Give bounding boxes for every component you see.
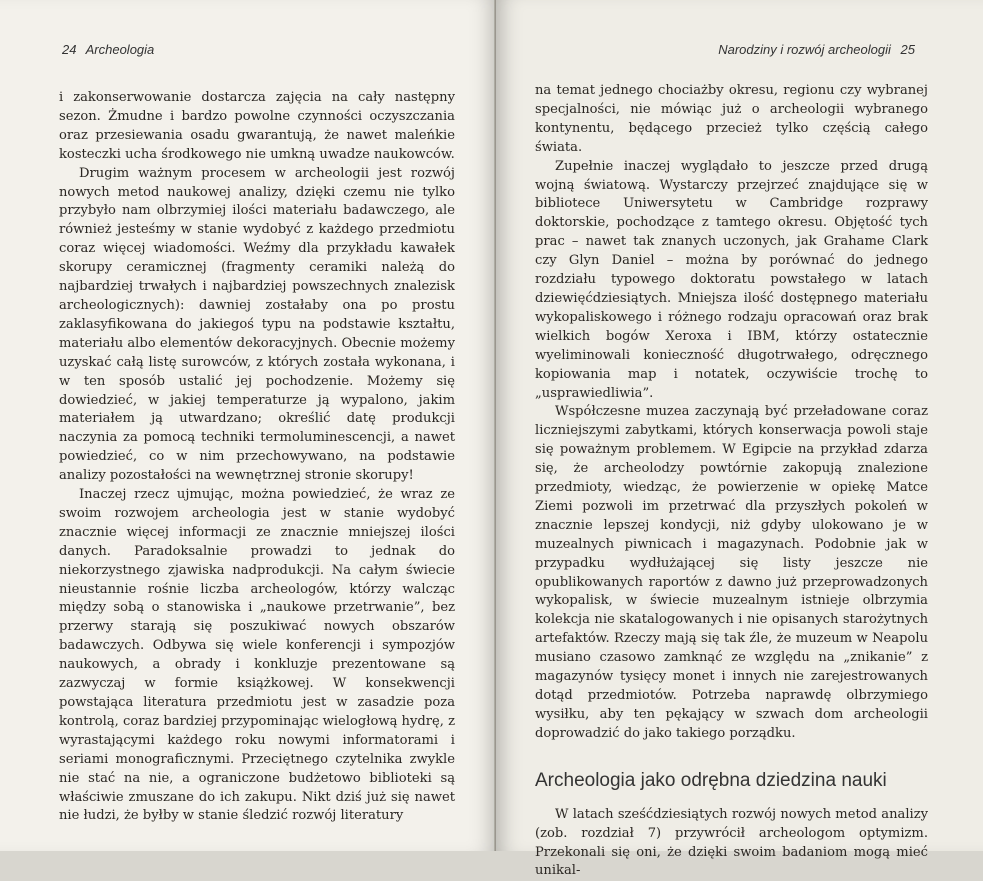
left-paragraph-2: Drugim ważnym procesem w archeologii jest rozwój nowych metod naukowej analizy, dzięki czemu nie tylko przybyło nam olbrzymiej ilości materiału badawczego, ale również jesteśmy w stanie wydobyć z każdego przedmiotu coraz więcej wiadomości. Weźmy dla przykładu kawałek skorupy ceramicznej (fragmenty ceramiki należą do najbardziej trwałych i najbardziej powszechnych znalezisk archeologicznych): dawniej zostałaby ona po prostu zaklasyfikowana do jakiegoś typu na podstawie kształtu, materiału albo elementów dekoracyjnych. Obecnie możemy uzyskać całą listę surowców, z których została wykonana, i w ten sposób ustalić jej pochodzenie. Możemy się dowiedzieć, w jakiej temperaturze ją wypalono, jakim materiałem ją utwardzano; określić datę produkcji naczynia za pomocą techniki termoluminescencji, a nawet powiedzieć, co w nim przechowywano, na podstawie analizy pozostałości na wewnętrznej stronie skorupy! — [59, 165, 455, 484]
right-running-head-title: Narodziny i rozwój archeologii — [718, 42, 891, 57]
right-paragraph-after-heading: W latach sześćdziesiątych rozwój nowych metod analizy (zob. rozdział 7) przywrócił archeologom optymizm. Przekonali się oni, że dzięki swoim badaniom mogą mieć unikal- — [535, 806, 928, 879]
left-running-head — [62, 42, 154, 57]
left-paragraph-1: i zakonserwowanie dostarcza zajęcia na cały następny sezon. Żmudne i bardzo powolne czynności oczyszczania oraz przesiewania osadu gwarantują, że nawet maleńkie kosteczki ucha środkowego nie umkną uwadze naukowców. — [59, 90, 455, 162]
left-body-text — [59, 89, 455, 826]
left-paragraph-3: Inaczej rzecz ujmując, można powiedzieć, że wraz ze swoim rozwojem archeologia jest w stanie wydobyć znacznie więcej informacji ze znacznie mniejszej ilości danych. Paradoksalnie prowadzi to jednak do niekorzystnego zjawiska nadprodukcji. Na całym świecie nieustannie rośnie liczba archeologów, którzy walcząc między sobą o stanowiska i „naukowe przetrwanie”, bez przerwy starają się poszukiwać nowych obszarów badawczych. Odbywa się wiele konferencji i sympozjów naukowych, a obrady i konkluzje prezentowane są zazwyczaj w formie książkowej. W konsekwencji powstająca literatura przedmiotu jest w zasadzie poza kontrolą, coraz bardziej przypominając wielogłową hydrę, z wyrastającymi każdego roku nowymi informatorami i seriami monograficznymi. Przeciętnego czytelnika zwykle nie stać na nie, a ograniczone budżetowo biblioteki są właściwie zmuszane do ich zakupu. Nikt dziś już się nawet nie łudzi, że byłby w stanie śledzić rozwój literatury — [59, 487, 455, 824]
section-heading: Archeologia jako odrębna dziedzina nauki — [535, 769, 887, 791]
right-paragraph-1: na temat jednego chociażby okresu, regionu czy wybranej specjalności, nie mówiąc już o archeologii wybranego kontynentu, będącego przecież tylko częścią całego świata. — [535, 83, 928, 155]
left-running-head-title: Archeologia — [85, 42, 155, 57]
right-page — [496, 0, 983, 879]
right-running-head — [718, 42, 915, 57]
right-paragraph-3: Współczesne muzea zaczynają być przeładowane coraz liczniejszymi zabytkami, których konserwacja powoli staje się poważnym problemem. W Egipcie na przykład zdarza się, że archeolodzy powtórnie zakopują znalezione przedmioty, wiedząc, że powierzenie w opiekę Matce Ziemi pozwoli im przetrwać dla przyszłych pokoleń w znacznie lepszej kondycji, niż gdyby ulokowano je w muzealnych piwnicach i magazynach. Podobnie jak w przypadku wydłużającej się listy jeszcze nie opublikowanych raportów z dawno już przeprowadzonych wykopalisk, w świecie muzealnym istnieje olbrzymia kolekcja nie skatalogowanych i nie opisanych starożytnych artefaktów. Rzeczy mają się tak źle, że muzeum w Neapolu musiano czasowo zamknąć ze względu na „znikanie” z magazynów tysięcy monet i innych nie zarejestrowanych dotąd przedmiotów. Potrzeba naprawdę olbrzymiego wysiłku, aby ten pękający w szwach dom archeologii doprowadzić do jako takiego porządku. — [535, 404, 928, 741]
left-page-number: 24 — [62, 42, 77, 57]
right-body-text — [535, 82, 928, 881]
right-page-number: 25 — [900, 42, 915, 57]
left-page — [0, 0, 496, 851]
right-paragraph-2: Zupełnie inaczej wyglądało to jeszcze przed drugą wojną światową. Wystarczy przejrzeć znajdujące się w bibliotece Uniwersytetu w Cambridge rozprawy doktorskie, pochodzące z tamtego okresu. Objętość tych prac – nawet tak znanych uczonych, jak Grahame Clark czy Glyn Daniel – można by porównać do jednego rozdziału typowego doktoratu powstałego w latach dziewięćdziesiątych. Mniejsza ilość dostępnego materiału wykopaliskowego i różnego rodzaju opracowań oraz brak wielkich bogów Xeroxa i IBM, którzy ostatecznie wyeliminowali konieczność długotrwałego, odręcznego kopiowania map i notatek, oczywiście trochę to „usprawiedliwia”. — [535, 158, 928, 401]
